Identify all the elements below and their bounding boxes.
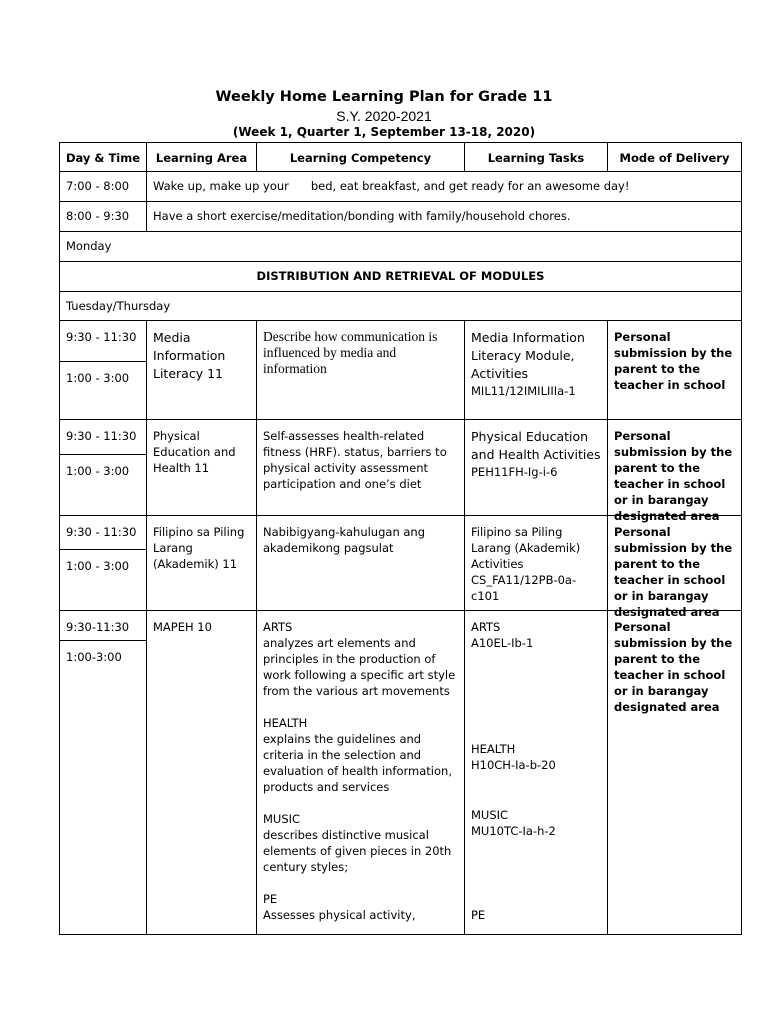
mode-of-delivery: Personal submission by the parent to the teacher in school or in barangay designated area [607,610,742,935]
time-afternoon: 1:00 - 3:00 [59,361,147,420]
week-range: (Week 1, Quarter 1, September 13-18, 2020) [232,125,536,139]
task-code: MIL11/12IMILIIIa-1 [471,384,576,398]
time-afternoon: 1:00 - 3:00 [59,549,147,611]
music-competency: describes distinctive musical elements of given pieces in 20th century styles; [263,828,452,874]
day-label-tuesday-thursday: Tuesday/Thursday [59,291,742,321]
arts-task-code: A10EL-Ib-1 [471,636,534,650]
learning-area: Media Information Literacy 11 [146,320,257,420]
learning-competency: Nabibigyang-kahulugan ang akademikong pagsulat [256,515,465,611]
time-afternoon: 1:00 - 3:00 [59,454,147,516]
music-task-label: MUSIC [471,808,509,822]
routine-time: 7:00 - 8:00 [59,171,147,202]
col-header-learning-area: Learning Area [146,142,257,172]
task-code: PEH11FH-Ig-i-6 [471,465,558,479]
col-header-learning-tasks: Learning Tasks [464,142,608,172]
music-task-code: MU10TC-Ia-h-2 [471,824,556,838]
mode-of-delivery: Personal submission by the parent to the teacher in school or in barangay designated area [607,515,742,611]
learning-tasks [464,610,608,935]
mode-of-delivery: Personal submission by the parent to the teacher in school [607,320,742,420]
health-label: HEALTH [263,716,308,730]
time-morning: 9:30-11:30 [59,610,147,641]
routine-activity: Have a short exercise/meditation/bonding with family/household chores. [146,201,742,232]
learning-area: Filipino sa Piling Larang (Akademik) 11 [146,515,257,611]
learning-area: MAPEH 10 [146,610,257,935]
music-label: MUSIC [263,812,301,826]
learning-tasks: Filipino sa Piling Larang (Akademik) Activities CS_FA11/12PB-0a-c101 [464,515,608,611]
time-morning: 9:30 - 11:30 [59,515,147,550]
pe-competency: Assesses physical activity, [263,908,416,922]
pe-label: PE [263,892,278,906]
learning-tasks [464,419,608,516]
col-header-mode-of-delivery: Mode of Delivery [607,142,742,172]
learning-competency: Describe how communication is influenced by media and information [256,320,465,420]
learning-competency [256,610,465,935]
learning-competency: Self-assesses health-related fitness (HRF). status, barriers to physical activity assessment participation and one’s diet [256,419,465,516]
time-afternoon: 1:00-3:00 [59,640,147,935]
time-morning: 9:30 - 11:30 [59,320,147,362]
health-task-code: H10CH-Ia-b-20 [471,758,556,772]
routine-activity: Wake up, make up your bed, eat breakfast, and get ready for an awesome day! [146,171,742,202]
health-task-label: HEALTH [471,742,516,756]
routine-time: 8:00 - 9:30 [59,201,147,232]
health-competency: explains the guidelines and criteria in the selection and evaluation of health information, products and services [263,732,452,794]
mode-of-delivery: Personal submission by the parent to the teacher in school or in barangay designated area [607,419,742,516]
school-year: S.Y. 2020-2021 [336,108,432,124]
arts-label: ARTS [263,620,293,634]
learning-tasks [464,320,608,420]
page-title: Weekly Home Learning Plan for Grade 11 [215,89,553,105]
col-header-learning-competency: Learning Competency [256,142,465,172]
task-description: Media Information Literacy Module, Activities [471,330,585,381]
arts-competency: analyzes art elements and principles in the production of work following a specific art style from the various art movements [263,636,456,698]
day-label-monday: Monday [59,231,742,262]
learning-area: Physical Education and Health 11 [146,419,257,516]
pe-task-label: PE [471,908,486,922]
col-header-day-time: Day & Time [59,142,147,172]
arts-task-label: ARTS [471,620,501,634]
time-morning: 9:30 - 11:30 [59,419,147,455]
monday-note: DISTRIBUTION AND RETRIEVAL OF MODULES [59,261,742,292]
task-description: Physical Education and Health Activities [471,429,601,462]
